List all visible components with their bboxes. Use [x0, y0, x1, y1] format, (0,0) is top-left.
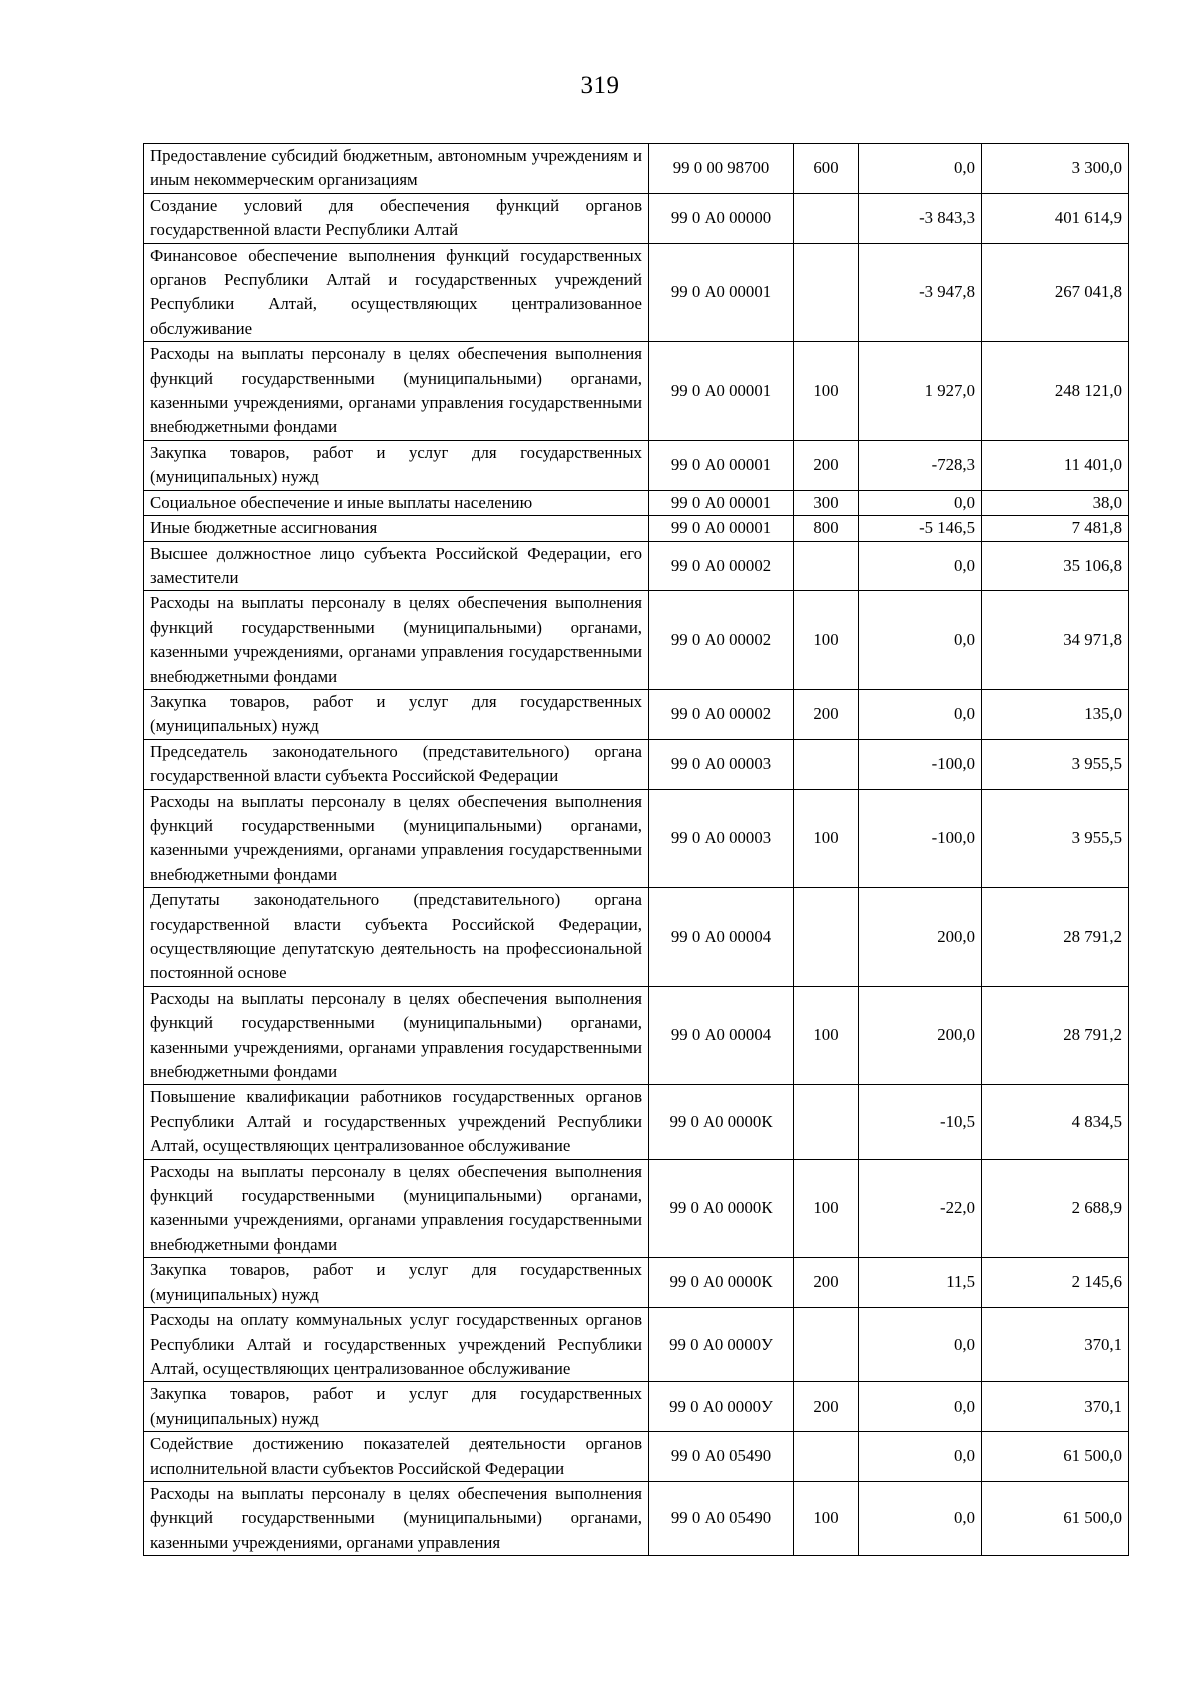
table-row [144, 541, 1129, 591]
row-total-cell: 61 500,0 [982, 1481, 1129, 1555]
table-row [144, 689, 1129, 739]
table-row [144, 1308, 1129, 1382]
row-code-cell: 99 0 А0 05490 [649, 1481, 794, 1555]
row-code-cell: 99 0 А0 0000К [649, 1258, 794, 1308]
row-code-cell: 99 0 А0 0000К [649, 1159, 794, 1258]
row-change-cell: -5 146,5 [859, 516, 982, 541]
table-row [144, 144, 1129, 194]
row-total-cell: 7 481,8 [982, 516, 1129, 541]
row-code-cell: 99 0 А0 00001 [649, 490, 794, 515]
table-row [144, 1481, 1129, 1555]
row-change-cell: 0,0 [859, 1382, 982, 1432]
row-code-cell: 99 0 А0 0000У [649, 1308, 794, 1382]
row-total-cell: 370,1 [982, 1308, 1129, 1382]
table-row [144, 1085, 1129, 1159]
budget-table [143, 143, 1129, 1556]
row-name-cell: Создание условий для обеспечения функций органов государственной власти Республики Алтай [144, 193, 649, 243]
row-change-cell: -100,0 [859, 739, 982, 789]
row-code-cell: 99 0 А0 00002 [649, 541, 794, 591]
row-code-cell: 99 0 А0 00002 [649, 591, 794, 690]
row-total-cell: 135,0 [982, 689, 1129, 739]
row-total-cell: 4 834,5 [982, 1085, 1129, 1159]
row-change-cell: -3 843,3 [859, 193, 982, 243]
row-total-cell: 35 106,8 [982, 541, 1129, 591]
row-change-cell: 1 927,0 [859, 342, 982, 441]
row-code-cell: 99 0 А0 00000 [649, 193, 794, 243]
row-name-cell: Закупка товаров, работ и услуг для государственных (муниципальных) нужд [144, 689, 649, 739]
row-code-cell: 99 0 А0 00001 [649, 342, 794, 441]
row-total-cell: 38,0 [982, 490, 1129, 515]
row-name-cell: Расходы на выплаты персоналу в целях обеспечения выполнения функций государственными (муниципальными) органами, казенными учреждениями, органами управления государственными внебюджетными фондами [144, 986, 649, 1085]
row-change-cell: -100,0 [859, 789, 982, 888]
budget-table-body [144, 144, 1129, 1556]
table-row [144, 1258, 1129, 1308]
table-row [144, 1432, 1129, 1482]
row-total-cell: 3 300,0 [982, 144, 1129, 194]
row-expense-type-cell: 100 [794, 986, 859, 1085]
page-number: 319 [580, 72, 620, 99]
row-code-cell: 99 0 А0 0000К [649, 1085, 794, 1159]
table-row [144, 789, 1129, 888]
row-change-cell: -3 947,8 [859, 243, 982, 342]
row-change-cell: -22,0 [859, 1159, 982, 1258]
row-change-cell: 11,5 [859, 1258, 982, 1308]
row-code-cell: 99 0 А0 00004 [649, 986, 794, 1085]
row-name-cell: Повышение квалификации работников государственных органов Республики Алтай и государственных учреждений Республики Алтай, осуществляющих централизованное обслуживание [144, 1085, 649, 1159]
row-total-cell: 2 145,6 [982, 1258, 1129, 1308]
table-row [144, 516, 1129, 541]
row-code-cell: 99 0 А0 00002 [649, 689, 794, 739]
row-total-cell: 11 401,0 [982, 440, 1129, 490]
row-total-cell: 3 955,5 [982, 789, 1129, 888]
table-row [144, 888, 1129, 987]
row-change-cell: 0,0 [859, 1481, 982, 1555]
row-expense-type-cell [794, 541, 859, 591]
row-code-cell: 99 0 А0 05490 [649, 1432, 794, 1482]
row-expense-type-cell: 100 [794, 789, 859, 888]
table-row [144, 739, 1129, 789]
row-expense-type-cell: 200 [794, 689, 859, 739]
table-row [144, 1159, 1129, 1258]
row-name-cell: Иные бюджетные ассигнования [144, 516, 649, 541]
row-change-cell: 0,0 [859, 490, 982, 515]
row-total-cell: 34 971,8 [982, 591, 1129, 690]
row-code-cell: 99 0 А0 00003 [649, 739, 794, 789]
row-name-cell: Закупка товаров, работ и услуг для государственных (муниципальных) нужд [144, 1382, 649, 1432]
row-name-cell: Расходы на выплаты персоналу в целях обеспечения выполнения функций государственными (муниципальными) органами, казенными учреждениями, органами управления государственными внебюджетными фондами [144, 789, 649, 888]
row-name-cell: Расходы на выплаты персоналу в целях обеспечения выполнения функций государственными (муниципальными) органами, казенными учреждениями, органами управления [144, 1481, 649, 1555]
row-total-cell: 2 688,9 [982, 1159, 1129, 1258]
row-expense-type-cell: 800 [794, 516, 859, 541]
row-expense-type-cell [794, 888, 859, 987]
row-code-cell: 99 0 00 98700 [649, 144, 794, 194]
row-change-cell: -10,5 [859, 1085, 982, 1159]
row-name-cell: Высшее должностное лицо субъекта Российской Федерации, его заместители [144, 541, 649, 591]
row-expense-type-cell: 200 [794, 1258, 859, 1308]
row-change-cell: -728,3 [859, 440, 982, 490]
row-expense-type-cell [794, 739, 859, 789]
row-expense-type-cell: 100 [794, 1159, 859, 1258]
row-expense-type-cell: 100 [794, 342, 859, 441]
row-total-cell: 267 041,8 [982, 243, 1129, 342]
row-change-cell: 0,0 [859, 541, 982, 591]
row-expense-type-cell: 600 [794, 144, 859, 194]
row-total-cell: 401 614,9 [982, 193, 1129, 243]
row-name-cell: Расходы на выплаты персоналу в целях обеспечения выполнения функций государственными (муниципальными) органами, казенными учреждениями, органами управления государственными внебюджетными фондами [144, 342, 649, 441]
row-code-cell: 99 0 А0 00004 [649, 888, 794, 987]
row-name-cell: Финансовое обеспечение выполнения функций государственных органов Республики Алтай и государственных учреждений Республики Алтай, осуществляющих централизованное обслуживание [144, 243, 649, 342]
table-row [144, 490, 1129, 515]
row-name-cell: Социальное обеспечение и иные выплаты населению [144, 490, 649, 515]
table-row [144, 243, 1129, 342]
row-expense-type-cell [794, 1308, 859, 1382]
row-change-cell: 0,0 [859, 1432, 982, 1482]
row-change-cell: 0,0 [859, 689, 982, 739]
row-total-cell: 248 121,0 [982, 342, 1129, 441]
table-row [144, 1382, 1129, 1432]
row-expense-type-cell [794, 1085, 859, 1159]
row-change-cell: 200,0 [859, 986, 982, 1085]
row-code-cell: 99 0 А0 00001 [649, 516, 794, 541]
row-name-cell: Закупка товаров, работ и услуг для государственных (муниципальных) нужд [144, 440, 649, 490]
row-change-cell: 0,0 [859, 591, 982, 690]
row-expense-type-cell: 100 [794, 1481, 859, 1555]
row-code-cell: 99 0 А0 00001 [649, 243, 794, 342]
row-total-cell: 3 955,5 [982, 739, 1129, 789]
table-row [144, 342, 1129, 441]
row-name-cell: Депутаты законодательного (представительного) органа государственной власти субъекта Российской Федерации, осуществляющие депутатскую деятельность на профессиональной постоянной основе [144, 888, 649, 987]
row-total-cell: 370,1 [982, 1382, 1129, 1432]
row-name-cell: Содействие достижению показателей деятельности органов исполнительной власти субъектов Российской Федерации [144, 1432, 649, 1482]
row-name-cell: Расходы на оплату коммунальных услуг государственных органов Республики Алтай и государственных учреждений Республики Алтай, осуществляющих централизованное обслуживание [144, 1308, 649, 1382]
row-code-cell: 99 0 А0 00003 [649, 789, 794, 888]
row-total-cell: 28 791,2 [982, 986, 1129, 1085]
row-total-cell: 61 500,0 [982, 1432, 1129, 1482]
row-name-cell: Расходы на выплаты персоналу в целях обеспечения выполнения функций государственными (муниципальными) органами, казенными учреждениями, органами управления государственными внебюджетными фондами [144, 1159, 649, 1258]
table-row [144, 193, 1129, 243]
row-expense-type-cell [794, 193, 859, 243]
row-change-cell: 0,0 [859, 1308, 982, 1382]
row-expense-type-cell: 200 [794, 440, 859, 490]
row-total-cell: 28 791,2 [982, 888, 1129, 987]
row-expense-type-cell: 300 [794, 490, 859, 515]
row-code-cell: 99 0 А0 0000У [649, 1382, 794, 1432]
table-row [144, 440, 1129, 490]
row-change-cell: 200,0 [859, 888, 982, 987]
row-expense-type-cell: 100 [794, 591, 859, 690]
row-expense-type-cell: 200 [794, 1382, 859, 1432]
row-name-cell: Председатель законодательного (представительного) органа государственной власти субъекта Российской Федерации [144, 739, 649, 789]
row-expense-type-cell [794, 1432, 859, 1482]
row-name-cell: Предоставление субсидий бюджетным, автономным учреждениям и иным некоммерческим организациям [144, 144, 649, 194]
row-name-cell: Расходы на выплаты персоналу в целях обеспечения выполнения функций государственными (муниципальными) органами, казенными учреждениями, органами управления государственными внебюджетными фондами [144, 591, 649, 690]
row-expense-type-cell [794, 243, 859, 342]
row-code-cell: 99 0 А0 00001 [649, 440, 794, 490]
row-name-cell: Закупка товаров, работ и услуг для государственных (муниципальных) нужд [144, 1258, 649, 1308]
table-row [144, 986, 1129, 1085]
table-row [144, 591, 1129, 690]
row-change-cell: 0,0 [859, 144, 982, 194]
